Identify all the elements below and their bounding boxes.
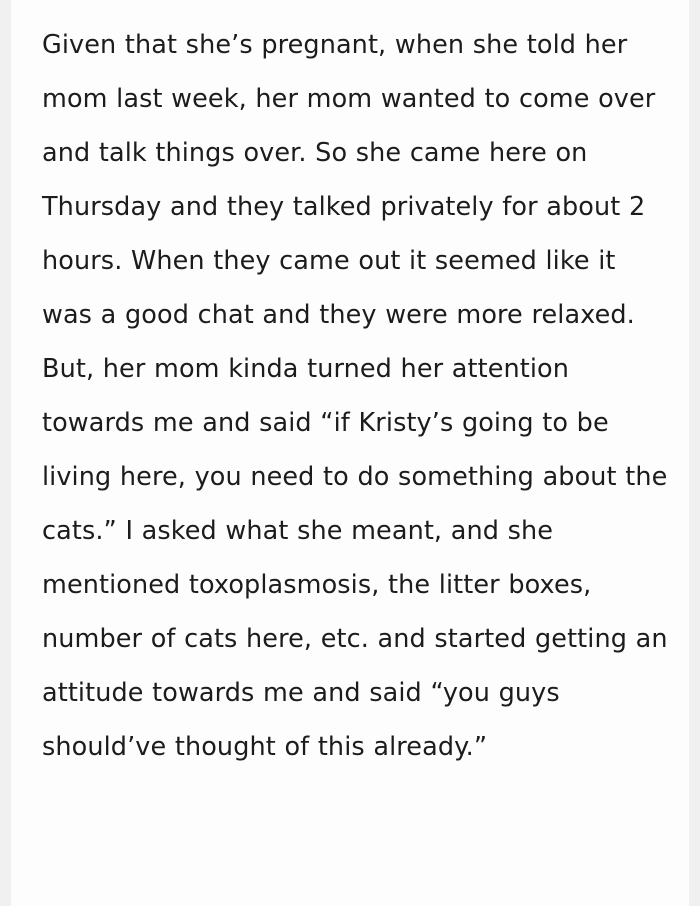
page-left-edge: [0, 0, 11, 906]
page-right-edge: [689, 0, 700, 906]
story-body-text: Given that she’s pregnant, when she told her mom last week, her mom wanted to come over and talk things over. So she came here on Thursday and they talked privately for about 2 hours. When they came out it seemed like it was a good chat and they were more relaxed. But, her mom kinda turned her attention towards me and said “if Kristy’s going to be living here, you need to do something about the cats.” I asked what she meant, and she mentioned toxoplasmosis, the litter boxes, number of cats here, etc. and started getting an attitude towards me and said “you guys should’ve thought of this already.”: [42, 30, 677, 762]
